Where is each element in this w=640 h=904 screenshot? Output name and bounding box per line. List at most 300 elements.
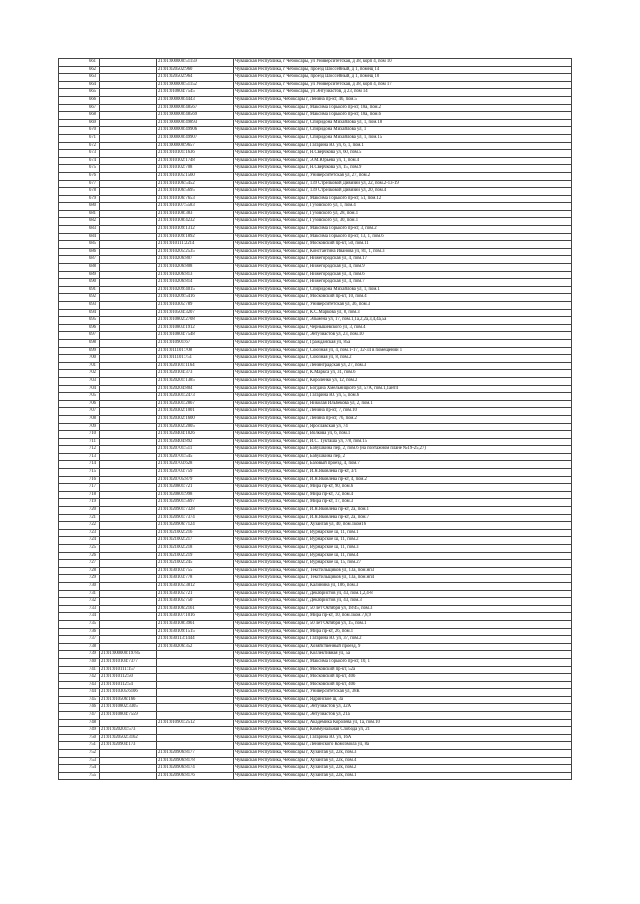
row-number-cell: 722 — [59, 522, 100, 530]
address-cell: Чувашская Республика, Чебоксары г, Энтузиастов ул, 23, пом.10 — [234, 332, 572, 340]
address-cell: Чувашская Республика, Чебоксары г, Текстильщиков ул, 13а, пом.нп4 — [234, 575, 572, 583]
row-number-cell: 684 — [59, 233, 100, 241]
premises-cadastral-number-cell: 21:01:020705:879 — [157, 476, 234, 484]
table-row — [59, 309, 572, 317]
land-cadastral-number-cell — [100, 210, 157, 218]
premises-cadastral-number-cell: 21:01:010205:2535 — [157, 248, 234, 256]
premises-cadastral-number-cell: 21:01:030103:778 — [157, 575, 234, 583]
row-number-cell: 724 — [59, 537, 100, 545]
row-number-cell: 747 — [59, 712, 100, 720]
land-cadastral-number-cell — [100, 765, 157, 773]
address-cell: Чувашская Республика, Чебоксары г, Максима Горького пр-кт, 18а, пом.6 — [234, 112, 572, 120]
land-cadastral-number-cell — [100, 309, 157, 317]
row-number-cell: 685 — [59, 241, 100, 249]
table-row — [59, 590, 572, 598]
table-row — [59, 446, 572, 454]
row-number-cell: 717 — [59, 484, 100, 492]
table-row — [59, 180, 572, 188]
land-cadastral-number-cell — [100, 636, 157, 644]
table-row — [59, 727, 572, 735]
address-cell: Чувашская Республика, Чебоксары г, Гагарина Ю. ул, 37, пом.2 — [234, 636, 572, 644]
table-row — [59, 620, 572, 628]
address-cell: Чувашская Республика, Чебоксары г, Вурнарское ш, 11, пом.4 — [234, 552, 572, 560]
row-number-cell: 703 — [59, 377, 100, 385]
address-cell: Чувашская Республика, Чебоксары г, Гагарина Ю. ул, 5, пом.6 — [234, 393, 572, 401]
address-cell: Чувашская Республика, Чебоксары г, Максима Горького пр-кт, 18а, пом.2 — [234, 104, 572, 112]
table-row — [59, 210, 572, 218]
land-cadastral-number-cell — [100, 347, 157, 355]
address-cell: Чувашская Республика, Чебоксары г, Ярославская ул, 74 — [234, 423, 572, 431]
address-cell: Чувашская Республика, Чебоксары г, Университетская ул, 27, пом.2 — [234, 172, 572, 180]
land-cadastral-number-cell — [100, 499, 157, 507]
table-row — [59, 195, 572, 203]
address-cell: Чувашская Республика, Чебоксары г, Нижегородская ул, 4, пом.17 — [234, 256, 572, 264]
table-row — [59, 750, 572, 758]
land-cadastral-number-cell: 21:01:010305:6106 — [100, 689, 157, 697]
row-number-cell: 665 — [59, 89, 100, 97]
land-cadastral-number-cell — [100, 415, 157, 423]
address-cell: Чувашская Республика, Чебоксары г, Гагарина Ю. ул, 6, 1, пом.1 — [234, 142, 572, 150]
row-number-cell: 730 — [59, 582, 100, 590]
land-cadastral-number-cell — [100, 165, 157, 173]
premises-cadastral-number-cell: 21:01:020906:8177 — [157, 750, 234, 758]
address-cell: Чувашская Республика, Чебоксары г, Московский пр-кт, 10, пом.4 — [234, 294, 572, 302]
land-cadastral-number-cell — [100, 476, 157, 484]
row-number-cell: 661 — [59, 59, 100, 67]
row-number-cell: 679 — [59, 195, 100, 203]
address-cell: Чувашская Республика, Чебоксары г, И.Я.Яковлева пр-кт, 3/1 — [234, 469, 572, 477]
row-number-cell: 725 — [59, 545, 100, 553]
address-cell: Чувашская Республика, Чебоксары г, Николая Ильбекова ул, 2, пом.1 — [234, 400, 572, 408]
address-cell: Чувашская Республика, г Чебоксары, ул Университетская, д 38, корп 4, пом 10 — [234, 59, 572, 67]
premises-cadastral-number-cell: 21:01:020404:1826 — [157, 431, 234, 439]
table-row — [59, 248, 572, 256]
premises-cadastral-number-cell: 21:01:020204:804 — [157, 385, 234, 393]
address-cell: Чувашская Республика, Чебоксары г, Нижегородская ул, 4, пом.7 — [234, 279, 572, 287]
premises-cadastral-number-cell: 21:01:021002:217 — [157, 537, 234, 545]
premises-cadastral-number-cell — [157, 651, 234, 659]
row-number-cell: 687 — [59, 256, 100, 264]
land-cadastral-number-cell — [100, 195, 157, 203]
land-cadastral-number-cell — [100, 491, 157, 499]
row-number-cell: 733 — [59, 605, 100, 613]
land-cadastral-number-cell — [100, 529, 157, 537]
address-cell: Чувашская Республика, Чебоксары г, Гагарина Ю. ул, 16А — [234, 734, 572, 742]
premises-cadastral-number-cell: 21:01:030107:1016 — [157, 613, 234, 621]
table-row — [59, 188, 572, 196]
row-number-cell: 669 — [59, 119, 100, 127]
table-row — [59, 66, 572, 74]
table-row — [59, 226, 572, 234]
land-cadastral-number-cell — [100, 233, 157, 241]
address-cell: Чувашская Республика, Чебоксары г, Мира пр-кт, 72, пом.4 — [234, 491, 572, 499]
land-cadastral-number-cell — [100, 355, 157, 363]
table-row — [59, 757, 572, 765]
table-row — [59, 112, 572, 120]
land-cadastral-number-cell — [100, 598, 157, 606]
premises-cadastral-number-cell: 21:01:000000:49893 — [157, 119, 234, 127]
table-row — [59, 172, 572, 180]
land-cadastral-number-cell — [100, 605, 157, 613]
row-number-cell: 708 — [59, 415, 100, 423]
premises-cadastral-number-cell: 21:01:010803:1912 — [157, 324, 234, 332]
row-number-cell: 738 — [59, 643, 100, 651]
land-cadastral-number-cell — [100, 453, 157, 461]
premises-cadastral-number-cell — [157, 689, 234, 697]
land-cadastral-number-cell — [100, 469, 157, 477]
land-cadastral-number-cell — [100, 582, 157, 590]
premises-cadastral-number-cell: 21:01:030103:755 — [157, 567, 234, 575]
land-cadastral-number-cell — [100, 423, 157, 431]
land-cadastral-number-cell: 21:01:010112:50 — [100, 674, 157, 682]
address-cell: Чувашская Республика, г Чебоксары, проезд Шоссейный, д 1, помещ 14 — [234, 66, 572, 74]
land-cadastral-number-cell — [100, 256, 157, 264]
land-cadastral-number-cell — [100, 96, 157, 104]
row-number-cell: 667 — [59, 104, 100, 112]
land-cadastral-number-cell — [100, 719, 157, 727]
premises-cadastral-number-cell — [157, 727, 234, 735]
address-cell: Чувашская Республика, Чебоксары г, Э.М.Юрьева ул, 1, пом.4 — [234, 157, 572, 165]
row-number-cell: 692 — [59, 294, 100, 302]
land-cadastral-number-cell — [100, 643, 157, 651]
table-row — [59, 264, 572, 272]
row-number-cell: 727 — [59, 560, 100, 568]
table-row — [59, 286, 572, 294]
premises-cadastral-number-cell: 21:01:010106:5452 — [157, 180, 234, 188]
premises-cadastral-number-cell: 21:01:020301:2867 — [157, 400, 234, 408]
address-cell: Чувашская Республика, Чебоксары г, Максима Горького пр-кт, 3, пом.2 — [234, 226, 572, 234]
land-cadastral-number-cell — [100, 119, 157, 127]
land-cadastral-number-cell — [100, 180, 157, 188]
premises-cadastral-number-cell: 21:01:010901:67 — [157, 339, 234, 347]
table-row — [59, 393, 572, 401]
row-number-cell: 690 — [59, 279, 100, 287]
row-number-cell: 662 — [59, 66, 100, 74]
land-cadastral-number-cell — [100, 484, 157, 492]
table-row — [59, 734, 572, 742]
premises-cadastral-number-cell: 21:01:030206:352 — [157, 643, 234, 651]
table-row — [59, 81, 572, 89]
table-row — [59, 256, 572, 264]
address-cell: Чувашская Республика, Чебоксары г, Хозяйственный проезд, 9 — [234, 643, 572, 651]
premises-cadastral-number-cell: 21:01:020104:373 — [157, 370, 234, 378]
table-row — [59, 96, 572, 104]
land-cadastral-number-cell — [100, 400, 157, 408]
row-number-cell: 705 — [59, 393, 100, 401]
address-cell: Чувашская Республика, Чебоксары г, Максима Горького пр-кт, 13, 1, пом.6 — [234, 233, 572, 241]
address-cell: Чувашская Республика, Чебоксары г, Декабристов ул, 43, пом.3 — [234, 598, 572, 606]
table-row — [59, 415, 572, 423]
row-number-cell: 713 — [59, 453, 100, 461]
table-row — [59, 560, 572, 568]
land-cadastral-number-cell — [100, 408, 157, 416]
premises-cadastral-number-cell: 21:01:020906:8178 — [157, 757, 234, 765]
address-cell: Чувашская Республика, Чебоксары г, Ленинградская ул, 27, пом.3 — [234, 362, 572, 370]
address-cell: Чувашская Республика, г Чебоксары, ул Энтузиастов, д 23, пом 14 — [234, 89, 572, 97]
address-cell: Чувашская Республика, Чебоксары г, Хузангая ул, 22к, пом.4 — [234, 757, 572, 765]
premises-cadastral-number-cell: 21:01:020801:721 — [157, 484, 234, 492]
table-row — [59, 461, 572, 469]
table-row — [59, 666, 572, 674]
row-number-cell: 740 — [59, 658, 100, 666]
premises-cadastral-number-cell — [157, 742, 234, 750]
premises-cadastral-number-cell: 21:01:030105:750 — [157, 598, 234, 606]
table-row — [59, 719, 572, 727]
address-cell: Чувашская Республика, Чебоксары г, Мира пр-кт, 26, пом.1 — [234, 628, 572, 636]
row-number-cell: 702 — [59, 370, 100, 378]
address-cell: Чувашская Республика, Чебоксары г, Н.Сверчкова ул, 60, пом.5 — [234, 150, 572, 158]
table-row — [59, 499, 572, 507]
row-number-cell: 753 — [59, 757, 100, 765]
table-row — [59, 423, 572, 431]
land-cadastral-number-cell — [100, 590, 157, 598]
premises-cadastral-number-cell: 21:01:020701:545 — [157, 453, 234, 461]
premises-cadastral-number-cell: 21:01:020801:998 — [157, 491, 234, 499]
land-cadastral-number-cell — [100, 317, 157, 325]
premises-cadastral-number-cell: 21:01:020703:759 — [157, 469, 234, 477]
premises-cadastral-number-cell: 21:01:020302:2005 — [157, 423, 234, 431]
land-cadastral-number-cell — [100, 545, 157, 553]
row-number-cell: 712 — [59, 446, 100, 454]
table-row — [59, 332, 572, 340]
row-number-cell: 736 — [59, 628, 100, 636]
address-cell: Чувашская Республика, Чебоксары г, Гузовского ул, 1, пом.4 — [234, 203, 572, 211]
land-cadastral-number-cell — [100, 750, 157, 758]
premises-cadastral-number-cell: 21:01:010209:5416 — [157, 294, 234, 302]
table-row — [59, 165, 572, 173]
table-row — [59, 438, 572, 446]
table-row — [59, 613, 572, 621]
table-row — [59, 408, 572, 416]
premises-cadastral-number-cell: 21:01:030108:3961 — [157, 620, 234, 628]
address-cell: Чувашская Республика, Чебоксары г, Короленко ул, 12, пом.2 — [234, 377, 572, 385]
row-number-cell: 750 — [59, 734, 100, 742]
address-cell: Чувашская Республика, Чебоксары г, К.С.Маркова ул, 8, пом.3 — [234, 309, 572, 317]
premises-cadastral-number-cell: 21:01:020302:1001 — [157, 408, 234, 416]
premises-cadastral-number-cell: 21:01:020906:8176 — [157, 772, 234, 780]
land-cadastral-number-cell — [100, 302, 157, 310]
address-cell: Чувашская Республика, Чебоксары г, Максима Горького пр-кт, 10, 1 — [234, 658, 572, 666]
premises-cadastral-number-cell: 21:01:010101:1636 — [157, 150, 234, 158]
table-row — [59, 302, 572, 310]
premises-cadastral-number-cell: 21:01:010504:3207 — [157, 309, 234, 317]
land-cadastral-number-cell — [100, 112, 157, 120]
address-cell: Чувашская Республика, Чебоксары г, Союзная ул, 4, пом.1-17, 32-34 в помещении 1 — [234, 347, 572, 355]
row-number-cell: 697 — [59, 332, 100, 340]
address-cell: Чувашская Республика, Чебоксары г, Бабушкина пер, 2, пом.6 (на поэтажном плане №19-25,27) — [234, 446, 572, 454]
table-row — [59, 370, 572, 378]
address-cell: Чувашская Республика, Чебоксары г, Мира пр-кт, 17, пом.3 — [234, 499, 572, 507]
row-number-cell: 680 — [59, 203, 100, 211]
address-cell: Чувашская Республика, Чебоксары г, Хузангая ул, 22к, пом.1 — [234, 772, 572, 780]
table-row — [59, 545, 572, 553]
land-cadastral-number-cell — [100, 537, 157, 545]
land-cadastral-number-cell — [100, 286, 157, 294]
premises-cadastral-number-cell: 21:01:011101:708 — [157, 347, 234, 355]
address-cell: Чувашская Республика, Чебоксары г, Энтузиастов ул, 32А — [234, 704, 572, 712]
premises-cadastral-number-cell — [157, 704, 234, 712]
table-row — [59, 605, 572, 613]
address-cell: Чувашская Республика, Чебоксары г, Хузангая ул, 22к, пом.3 — [234, 750, 572, 758]
table-row — [59, 400, 572, 408]
table-row — [59, 362, 572, 370]
address-cell: Чувашская Республика, Чебоксары г, Московский пр-кт, 50, пом.11 — [234, 241, 572, 249]
land-cadastral-number-cell — [100, 248, 157, 256]
row-number-cell: 728 — [59, 567, 100, 575]
premises-cadastral-number-cell: 21:01:030105:3812 — [157, 582, 234, 590]
row-number-cell: 681 — [59, 210, 100, 218]
table-row — [59, 537, 572, 545]
land-cadastral-number-cell: 21:01:020201:573 — [100, 727, 157, 735]
row-number-cell: 755 — [59, 772, 100, 780]
land-cadastral-number-cell — [100, 142, 157, 150]
premises-cadastral-number-cell: 21:01:000000:9657 — [157, 142, 234, 150]
table-row — [59, 598, 572, 606]
row-number-cell: 715 — [59, 469, 100, 477]
row-number-cell: 742 — [59, 674, 100, 682]
premises-cadastral-number-cell — [157, 681, 234, 689]
land-cadastral-number-cell: 21:01:010506:166 — [100, 696, 157, 704]
address-cell: Чувашская Республика, Чебоксары г, Ленина пр-кт, 76, пом.2 — [234, 415, 572, 423]
land-cadastral-number-cell — [100, 271, 157, 279]
address-cell: Чувашская Республика, Чебоксары г, Нижегородская ул, 4, пом.9 — [234, 264, 572, 272]
row-number-cell: 693 — [59, 302, 100, 310]
premises-cadastral-number-cell: 21:01:020901:7328 — [157, 507, 234, 515]
table-row — [59, 453, 572, 461]
premises-cadastral-number-cell: 21:01:010804:7545 — [157, 89, 234, 97]
premises-cadastral-number-cell: 21:01:021002:219 — [157, 552, 234, 560]
table-row — [59, 324, 572, 332]
table-row — [59, 704, 572, 712]
row-number-cell: 671 — [59, 134, 100, 142]
document-page — [58, 58, 571, 780]
table-row — [59, 484, 572, 492]
premises-cadastral-number-cell: 21:01:010109:1312 — [157, 226, 234, 234]
row-number-cell: 718 — [59, 491, 100, 499]
property-table — [58, 58, 572, 780]
premises-cadastral-number-cell: 21:01:010206:807 — [157, 256, 234, 264]
premises-cadastral-number-cell: 21:01:020901:7374 — [157, 514, 234, 522]
premises-cadastral-number-cell: 21:01:010102:708 — [157, 165, 234, 173]
premises-cadastral-number-cell: 21:01:010305:789 — [157, 302, 234, 310]
row-number-cell: 673 — [59, 150, 100, 158]
table-row — [59, 157, 572, 165]
row-number-cell: 734 — [59, 613, 100, 621]
address-cell: Чувашская Республика, Чебоксары г, Коммунальная Слобода ул, 21 — [234, 727, 572, 735]
table-row — [59, 385, 572, 393]
land-cadastral-number-cell — [100, 339, 157, 347]
row-number-cell: 701 — [59, 362, 100, 370]
address-cell: Чувашская Республика, Чебоксары г, 50 лет Октября ул, 18/45, пом.3 — [234, 605, 572, 613]
address-cell: Чувашская Республика, Чебоксары г, Базовый проезд, 4, пом.7 — [234, 461, 572, 469]
address-cell: Чувашская Республика, Чебоксары г, Константина Иванова ул, 81, 1, пом.3 — [234, 248, 572, 256]
land-cadastral-number-cell — [100, 294, 157, 302]
row-number-cell: 691 — [59, 286, 100, 294]
table-row — [59, 431, 572, 439]
row-number-cell: 744 — [59, 689, 100, 697]
land-cadastral-number-cell — [100, 81, 157, 89]
address-cell: Чувашская Республика, Чебоксары г, Богдана Хмельницкого ул, 57А, пом.1,1ант4 — [234, 385, 572, 393]
land-cadastral-number-cell — [100, 172, 157, 180]
address-cell: Чувашская Республика, г Чебоксары, проезд Шоссейный, д 1, помещ 10 — [234, 74, 572, 82]
address-cell: Чувашская Республика, Чебоксары г, Спиридона Михайлова ул, 1 — [234, 127, 572, 135]
table-row — [59, 712, 572, 720]
table-row — [59, 233, 572, 241]
land-cadastral-number-cell — [100, 362, 157, 370]
address-cell: Чувашская Республика, Чебоксары г, Спиридона Михайлова ул, 1, пом.1 — [234, 286, 572, 294]
premises-cadastral-number-cell: 21:01:020101:1164 — [157, 362, 234, 370]
land-cadastral-number-cell — [100, 567, 157, 575]
premises-cadastral-number-cell: 21:01:020201:1385 — [157, 377, 234, 385]
premises-cadastral-number-cell: 21:01:000000:49906 — [157, 127, 234, 135]
land-cadastral-number-cell — [100, 438, 157, 446]
address-cell: Чувашская Республика, Чебоксары г, Мира пр-кт, 90, пом.6 — [234, 484, 572, 492]
row-number-cell: 707 — [59, 408, 100, 416]
address-cell: Чувашская Республика, Чебоксары г, Гузовского ул, 28, пом.1 — [234, 210, 572, 218]
row-number-cell: 710 — [59, 431, 100, 439]
address-cell: Чувашская Республика, Чебоксары г, Н.Сверчкова ул, 15, пом.9 — [234, 165, 572, 173]
table-row — [59, 575, 572, 583]
premises-cadastral-number-cell: 21:01:010206:808 — [157, 264, 234, 272]
address-cell: Чувашская Республика, Чебоксары г, К.Маркса ул, 31, пом.6 — [234, 370, 572, 378]
premises-cadastral-number-cell: 21:01:020404:892 — [157, 438, 234, 446]
row-number-cell: 754 — [59, 765, 100, 773]
row-number-cell: 735 — [59, 620, 100, 628]
premises-cadastral-number-cell: 21:01:020502:964 — [157, 74, 234, 82]
table-row — [59, 271, 572, 279]
land-cadastral-number-cell — [100, 218, 157, 226]
table-row — [59, 689, 572, 697]
premises-cadastral-number-cell: 21:01:021002:245 — [157, 560, 234, 568]
premises-cadastral-number-cell: 21:01:000000:51152 — [157, 81, 234, 89]
table-row — [59, 89, 572, 97]
premises-cadastral-number-cell: 21:01:030113:1444 — [157, 636, 234, 644]
premises-cadastral-number-cell — [157, 696, 234, 704]
premises-cadastral-number-cell: 21:01:020502:960 — [157, 66, 234, 74]
address-cell: Чувашская Республика, Чебоксары г, Ленина пр-кт, 7, пом.10 — [234, 408, 572, 416]
table-row — [59, 150, 572, 158]
address-cell: Чувашская Республика, Чебоксары г, Гражданская ул, 85а — [234, 339, 572, 347]
row-number-cell: 719 — [59, 499, 100, 507]
address-cell: Чувашская Республика, Чебоксары г, Союзная ул, 8, пом.2 — [234, 355, 572, 363]
premises-cadastral-number-cell — [157, 674, 234, 682]
land-cadastral-number-cell — [100, 241, 157, 249]
land-cadastral-number-cell — [100, 150, 157, 158]
land-cadastral-number-cell — [100, 157, 157, 165]
premises-cadastral-number-cell — [157, 734, 234, 742]
row-number-cell: 751 — [59, 742, 100, 750]
address-cell: Чувашская Республика, Чебоксары г, Эльмена ул, 17, пом.1,1а,2,2а,3,4,4а,5а — [234, 317, 572, 325]
row-number-cell: 672 — [59, 142, 100, 150]
land-cadastral-number-cell: 21:01:010112:54 — [100, 681, 157, 689]
table-row — [59, 567, 572, 575]
land-cadastral-number-cell — [100, 370, 157, 378]
row-number-cell: 739 — [59, 651, 100, 659]
table-row — [59, 294, 572, 302]
address-cell: Чувашская Республика, Чебоксары г, Университетская ул, 36, пом.3 — [234, 302, 572, 310]
land-cadastral-number-cell — [100, 628, 157, 636]
land-cadastral-number-cell — [100, 104, 157, 112]
premises-cadastral-number-cell: 21:01:010106:7653 — [157, 195, 234, 203]
table-row — [59, 134, 572, 142]
land-cadastral-number-cell — [100, 324, 157, 332]
row-number-cell: 696 — [59, 324, 100, 332]
land-cadastral-number-cell — [100, 552, 157, 560]
table-row — [59, 317, 572, 325]
row-number-cell: 716 — [59, 476, 100, 484]
premises-cadastral-number-cell: 21:01:020703:628 — [157, 461, 234, 469]
address-cell: Чувашская Республика, Чебоксары г, Нижегородская ул, 4, пом.6 — [234, 271, 572, 279]
